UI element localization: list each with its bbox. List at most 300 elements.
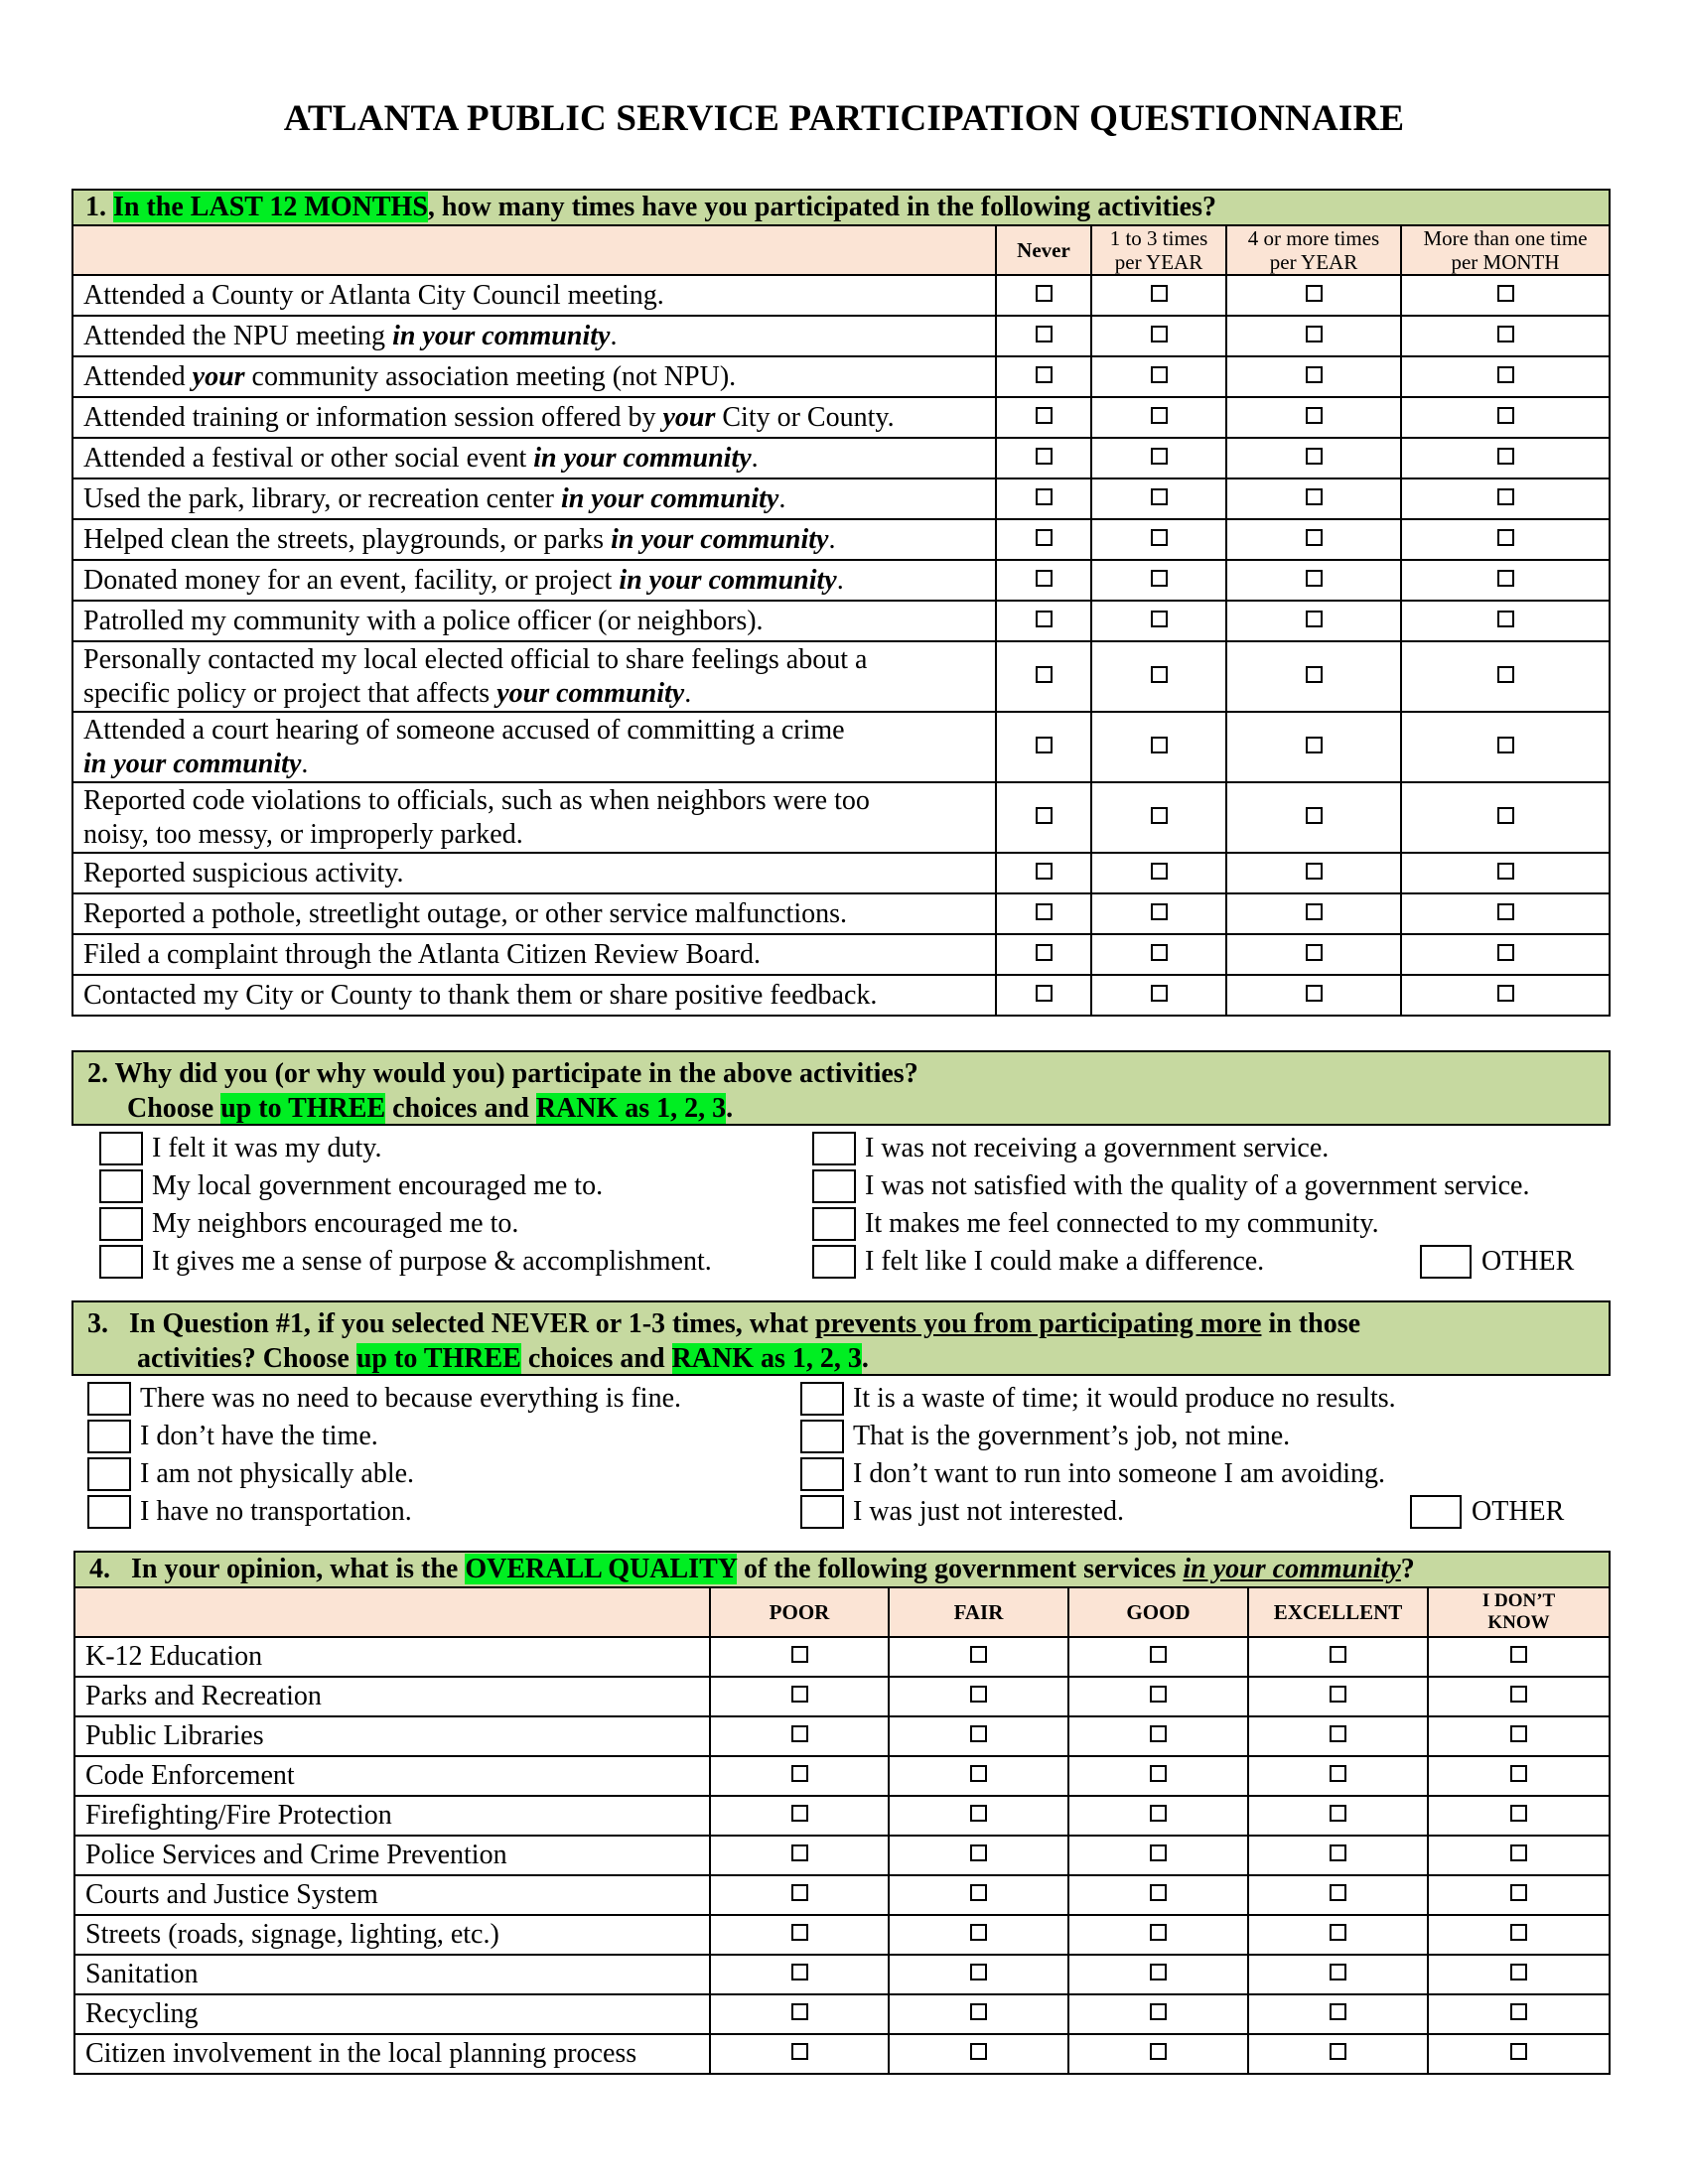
q4-checkbox-cell	[1428, 1836, 1610, 1875]
q2-choice-label: I felt like I could make a difference.	[865, 1246, 1265, 1277]
q1-checkbox-1-3-year[interactable]	[1151, 366, 1168, 383]
q4-checkbox-poor[interactable]	[791, 1725, 808, 1742]
q1-row-label: Reported suspicious activity.	[72, 853, 996, 893]
q1-checkbox-monthly[interactable]	[1497, 488, 1514, 505]
q1-checkbox-monthly[interactable]	[1497, 807, 1514, 824]
q1-checkbox-never[interactable]	[1036, 570, 1053, 587]
q4-row-label: Courts and Justice System	[74, 1875, 710, 1915]
q4-checkbox-good[interactable]	[1150, 1805, 1167, 1822]
q4-checkbox-cell	[1068, 1836, 1248, 1875]
q3-rank-box[interactable]	[800, 1457, 844, 1491]
q1-row	[72, 356, 1610, 397]
q1-checkbox-cell	[1226, 712, 1401, 782]
q2-other-rank-box[interactable]	[1420, 1245, 1472, 1279]
q1-row-label: Used the park, library, or recreation center in your community.	[72, 478, 996, 519]
q1-checkbox-4-plus-year[interactable]	[1306, 488, 1323, 505]
q1-row	[72, 397, 1610, 438]
q1-checkbox-monthly[interactable]	[1497, 944, 1514, 961]
q2-header	[71, 1050, 1611, 1126]
q1-checkbox-never[interactable]	[1036, 326, 1053, 342]
q1-checkbox-4-plus-year[interactable]	[1306, 863, 1323, 880]
q1-checkbox-cell	[996, 641, 1091, 712]
q4-row-label: Public Libraries	[74, 1716, 710, 1756]
q3-choice-label: I don’t want to run into someone I am avoiding.	[853, 1458, 1386, 1489]
q4-row-label: Citizen involvement in the local planning process	[74, 2034, 710, 2074]
q2-rank-box[interactable]	[812, 1245, 856, 1279]
q4-checkbox-cell	[1428, 2034, 1610, 2074]
q4-row-label: Police Services and Crime Prevention	[74, 1836, 710, 1875]
q1-checkbox-never[interactable]	[1036, 807, 1053, 824]
q4-checkbox-dont-know[interactable]	[1510, 1924, 1527, 1941]
q1-row	[72, 560, 1610, 601]
q1-checkbox-cell	[996, 560, 1091, 601]
q4-column-header-row	[74, 1587, 1610, 1637]
q4-row	[74, 1756, 1610, 1796]
q4-checkbox-cell	[1068, 1994, 1248, 2034]
q1-checkbox-cell	[1091, 560, 1226, 601]
q1-checkbox-never[interactable]	[1036, 903, 1053, 920]
q4-checkbox-dont-know[interactable]	[1510, 1805, 1527, 1822]
q1-header-blank	[72, 225, 996, 275]
q1-row-label: Helped clean the streets, playgrounds, or parks in your community.	[72, 519, 996, 560]
q1-checkbox-never[interactable]	[1036, 285, 1053, 302]
q4-checkbox-cell	[889, 1915, 1068, 1955]
q4-checkbox-excellent[interactable]	[1330, 1884, 1346, 1901]
q1-checkbox-never[interactable]	[1036, 529, 1053, 546]
q1-checkbox-cell	[1091, 975, 1226, 1016]
q1-row-label: Patrolled my community with a police officer (or neighbors).	[72, 601, 996, 641]
q4-row-label: Recycling	[74, 1994, 710, 2034]
q4-row	[74, 2034, 1610, 2074]
q1-checkbox-never[interactable]	[1036, 611, 1053, 627]
q4-checkbox-fair[interactable]	[970, 1805, 987, 1822]
q1-checkbox-cell	[996, 975, 1091, 1016]
q1-row-label: Attended a festival or other social event in your community.	[72, 438, 996, 478]
q1-checkbox-cell	[1401, 893, 1610, 934]
q1-checkbox-monthly[interactable]	[1497, 285, 1514, 302]
q2-rank-box[interactable]	[99, 1132, 143, 1165]
q4-checkbox-cell	[1248, 1955, 1428, 1994]
q4-checkbox-cell	[710, 1716, 889, 1756]
q1-checkbox-monthly[interactable]	[1497, 737, 1514, 753]
q4-checkbox-poor[interactable]	[791, 2043, 808, 2060]
q4-checkbox-cell	[1248, 2034, 1428, 2074]
q4-checkbox-poor[interactable]	[791, 1884, 808, 1901]
q4-checkbox-cell	[1248, 1875, 1428, 1915]
q2-choice-label: I was not satisfied with the quality of a government service.	[865, 1170, 1530, 1201]
q4-checkbox-good[interactable]	[1150, 1884, 1167, 1901]
q4-checkbox-cell	[889, 1955, 1068, 1994]
q3-choice-label: I am not physically able.	[140, 1458, 415, 1489]
q4-checkbox-good[interactable]	[1150, 1844, 1167, 1861]
q4-row	[74, 1836, 1610, 1875]
q1-checkbox-1-3-year[interactable]	[1151, 407, 1168, 424]
q4-checkbox-cell	[1068, 1875, 1248, 1915]
q1-row	[72, 275, 1610, 316]
q3-other-rank-box[interactable]	[1410, 1495, 1462, 1529]
q1-checkbox-never[interactable]	[1036, 944, 1053, 961]
q1-checkbox-1-3-year[interactable]	[1151, 985, 1168, 1002]
q1-row-label: Attended your community association meeting (not NPU).	[72, 356, 996, 397]
q4-checkbox-poor[interactable]	[791, 1844, 808, 1861]
q4-checkbox-poor[interactable]	[791, 1646, 808, 1663]
q1-row	[72, 893, 1610, 934]
q4-checkbox-fair[interactable]	[970, 1884, 987, 1901]
q1-checkbox-cell	[1091, 316, 1226, 356]
q4-checkbox-fair[interactable]	[970, 1646, 987, 1663]
q4-checkbox-cell	[1248, 1756, 1428, 1796]
q1-checkbox-cell	[1226, 934, 1401, 975]
q1-checkbox-cell	[996, 397, 1091, 438]
q4-checkbox-fair[interactable]	[970, 1765, 987, 1782]
q4-checkbox-cell	[1248, 1637, 1428, 1677]
q1-col-1-3-year: 1 to 3 times per YEAR	[1091, 225, 1226, 275]
q4-checkbox-cell	[710, 1796, 889, 1836]
q4-col-dont-know: I DON’T KNOW	[1428, 1587, 1610, 1637]
q1-checkbox-1-3-year[interactable]	[1151, 285, 1168, 302]
q1-checkbox-monthly[interactable]	[1497, 611, 1514, 627]
q1-checkbox-never[interactable]	[1036, 737, 1053, 753]
q2-choice-label: It makes me feel connected to my community.	[865, 1208, 1379, 1239]
q4-checkbox-cell	[1248, 1994, 1428, 2034]
q3-choice-label: I don’t have the time.	[140, 1421, 378, 1451]
q4-header: 4. In your opinion, what is the OVERALL QUALITY of the following government services in your community?	[74, 1552, 1610, 1587]
q4-checkbox-cell	[710, 1756, 889, 1796]
q4-checkbox-good[interactable]	[1150, 1646, 1167, 1663]
q2-choice-label: It gives me a sense of purpose & accomplishment.	[152, 1246, 712, 1277]
q1-column-header-row	[72, 225, 1610, 275]
q1-checkbox-1-3-year[interactable]	[1151, 903, 1168, 920]
q1-col-monthly: More than one time per MONTH	[1401, 225, 1610, 275]
q1-row	[72, 601, 1610, 641]
q4-checkbox-cell	[889, 1875, 1068, 1915]
q1-checkbox-never[interactable]	[1036, 448, 1053, 465]
q4-checkbox-fair[interactable]	[970, 1725, 987, 1742]
q2-choice-label: My neighbors encouraged me to.	[152, 1208, 519, 1239]
q4-checkbox-good[interactable]	[1150, 1686, 1167, 1703]
q2-rank-box[interactable]	[99, 1169, 143, 1203]
q1-checkbox-cell	[1226, 275, 1401, 316]
q3-rank-box[interactable]	[800, 1420, 844, 1453]
q4-checkbox-cell	[1068, 2034, 1248, 2074]
q1-checkbox-monthly[interactable]	[1497, 666, 1514, 683]
q1-checkbox-cell	[1401, 712, 1610, 782]
q1-checkbox-cell	[1091, 641, 1226, 712]
q1-checkbox-cell	[1091, 356, 1226, 397]
q4-row	[74, 1994, 1610, 2034]
q1-checkbox-cell	[1226, 438, 1401, 478]
q4-checkbox-cell	[1248, 1796, 1428, 1836]
q1-checkbox-never[interactable]	[1036, 488, 1053, 505]
q1-checkbox-monthly[interactable]	[1497, 326, 1514, 342]
q4-checkbox-cell	[889, 1637, 1068, 1677]
q1-checkbox-cell	[1226, 397, 1401, 438]
q4-checkbox-fair[interactable]	[970, 2043, 987, 2060]
q4-header-blank	[74, 1587, 710, 1637]
q4-checkbox-cell	[710, 2034, 889, 2074]
q3-question-line1: 3. In Question #1, if you selected NEVER or 1-3 times, what prevents you from participating more in those	[87, 1308, 1361, 1339]
q3-choice-label: That is the government’s job, not mine.	[853, 1421, 1291, 1451]
q2-rank-box[interactable]	[99, 1207, 143, 1241]
q1-row	[72, 316, 1610, 356]
q1-checkbox-1-3-year[interactable]	[1151, 807, 1168, 824]
q4-checkbox-cell	[1068, 1955, 1248, 1994]
q4-row-label: K-12 Education	[74, 1637, 710, 1677]
q4-checkbox-poor[interactable]	[791, 1964, 808, 1980]
q1-checkbox-cell	[1091, 519, 1226, 560]
q3-rank-box[interactable]	[800, 1495, 844, 1529]
q1-checkbox-cell	[996, 356, 1091, 397]
q4-checkbox-dont-know[interactable]	[1510, 1725, 1527, 1742]
q4-checkbox-good[interactable]	[1150, 1964, 1167, 1980]
q4-col-excellent: EXCELLENT	[1248, 1587, 1428, 1637]
q4-col-fair: FAIR	[889, 1587, 1068, 1637]
q1-checkbox-cell	[1091, 893, 1226, 934]
q1-row-label: Filed a complaint through the Atlanta Citizen Review Board.	[72, 934, 996, 975]
q1-row-label: Attended training or information session offered by your City or County.	[72, 397, 996, 438]
q1-checkbox-4-plus-year[interactable]	[1306, 407, 1323, 424]
q1-checkbox-4-plus-year[interactable]	[1306, 985, 1323, 1002]
q1-checkbox-1-3-year[interactable]	[1151, 737, 1168, 753]
page-title: ATLANTA PUBLIC SERVICE PARTICIPATION QUESTIONNAIRE	[283, 98, 1405, 139]
q1-checkbox-cell	[996, 316, 1091, 356]
q4-checkbox-dont-know[interactable]	[1510, 2003, 1527, 2020]
q4-checkbox-cell	[710, 1836, 889, 1875]
q1-checkbox-cell	[1401, 853, 1610, 893]
q4-row-label: Streets (roads, signage, lighting, etc.)	[74, 1915, 710, 1955]
q1-col-never: Never	[996, 225, 1091, 275]
q4-checkbox-cell	[710, 1955, 889, 1994]
q1-row	[72, 641, 1610, 712]
q1-checkbox-4-plus-year[interactable]	[1306, 326, 1323, 342]
q4-checkbox-cell	[1068, 1677, 1248, 1716]
q1-checkbox-never[interactable]	[1036, 666, 1053, 683]
q1-checkbox-1-3-year[interactable]	[1151, 570, 1168, 587]
q1-checkbox-monthly[interactable]	[1497, 863, 1514, 880]
q4-checkbox-fair[interactable]	[970, 1844, 987, 1861]
q1-checkbox-monthly[interactable]	[1497, 529, 1514, 546]
q2-choice-label: My local government encouraged me to.	[152, 1170, 604, 1201]
q1-row-label: Reported code violations to officials, such as when neighbors were too noisy, too messy, or improperly parked.	[72, 782, 996, 853]
q3-rank-box[interactable]	[87, 1382, 131, 1416]
q4-checkbox-dont-know[interactable]	[1510, 2043, 1527, 2060]
q2-question-line2: Choose up to THREE choices and RANK as 1, 2, 3.	[127, 1093, 734, 1124]
q1-checkbox-cell	[996, 519, 1091, 560]
q1-highlight: In the LAST 12 MONTHS	[113, 192, 428, 222]
q3-choice-label: I was just not interested.	[853, 1496, 1124, 1527]
q1-checkbox-4-plus-year[interactable]	[1306, 448, 1323, 465]
q1-checkbox-never[interactable]	[1036, 366, 1053, 383]
q1-checkbox-cell	[996, 853, 1091, 893]
q4-checkbox-excellent[interactable]	[1330, 2043, 1346, 2060]
q1-checkbox-cell	[1091, 853, 1226, 893]
q4-checkbox-fair[interactable]	[970, 1924, 987, 1941]
q2-choice-label: I was not receiving a government service.	[865, 1133, 1330, 1163]
q4-checkbox-cell	[1248, 1915, 1428, 1955]
q4-row	[74, 1875, 1610, 1915]
q4-checkbox-excellent[interactable]	[1330, 1964, 1346, 1980]
q1-checkbox-cell	[1401, 601, 1610, 641]
q2-rank-box[interactable]	[99, 1245, 143, 1279]
q3-other-label: OTHER	[1472, 1496, 1565, 1527]
q4-checkbox-fair[interactable]	[970, 1964, 987, 1980]
q1-checkbox-cell	[1401, 641, 1610, 712]
q4-checkbox-cell	[1428, 1955, 1610, 1994]
q3-rank-box[interactable]	[87, 1495, 131, 1529]
q3-rank-box[interactable]	[87, 1457, 131, 1491]
q1-checkbox-4-plus-year[interactable]	[1306, 611, 1323, 627]
q1-row	[72, 853, 1610, 893]
q1-checkbox-cell	[1401, 478, 1610, 519]
q1-checkbox-cell	[1226, 519, 1401, 560]
q4-checkbox-poor[interactable]	[791, 1805, 808, 1822]
q1-checkbox-monthly[interactable]	[1497, 570, 1514, 587]
q1-checkbox-4-plus-year[interactable]	[1306, 570, 1323, 587]
q4-checkbox-cell	[889, 2034, 1068, 2074]
q4-checkbox-cell	[1428, 1637, 1610, 1677]
q1-col-4-plus-year: 4 or more times per YEAR	[1226, 225, 1401, 275]
q4-checkbox-cell	[1068, 1637, 1248, 1677]
q4-checkbox-cell	[1248, 1677, 1428, 1716]
q1-row-label: Attended a County or Atlanta City Council meeting.	[72, 275, 996, 316]
q4-checkbox-poor[interactable]	[791, 1686, 808, 1703]
q4-row	[74, 1796, 1610, 1836]
q1-checkbox-monthly[interactable]	[1497, 903, 1514, 920]
q2-rank-box[interactable]	[812, 1169, 856, 1203]
q1-checkbox-cell	[1226, 560, 1401, 601]
q3-rank-box[interactable]	[800, 1382, 844, 1416]
q4-checkbox-excellent[interactable]	[1330, 1924, 1346, 1941]
q4-row-label: Sanitation	[74, 1955, 710, 1994]
q1-checkbox-cell	[1226, 975, 1401, 1016]
q1-table	[71, 189, 1611, 1017]
q1-checkbox-4-plus-year[interactable]	[1306, 737, 1323, 753]
q1-checkbox-cell	[1226, 601, 1401, 641]
q1-checkbox-monthly[interactable]	[1497, 366, 1514, 383]
q3-rank-box[interactable]	[87, 1420, 131, 1453]
q4-checkbox-excellent[interactable]	[1330, 2003, 1346, 2020]
q4-checkbox-good[interactable]	[1150, 2003, 1167, 2020]
q1-checkbox-4-plus-year[interactable]	[1306, 285, 1323, 302]
q1-checkbox-cell	[1226, 478, 1401, 519]
q4-checkbox-cell	[1428, 1875, 1610, 1915]
q1-checkbox-1-3-year[interactable]	[1151, 944, 1168, 961]
q4-checkbox-dont-know[interactable]	[1510, 1884, 1527, 1901]
q1-checkbox-4-plus-year[interactable]	[1306, 944, 1323, 961]
q1-checkbox-monthly[interactable]	[1497, 407, 1514, 424]
q1-row	[72, 712, 1610, 782]
q1-number: 1.	[85, 192, 106, 222]
q2-rank-box[interactable]	[812, 1132, 856, 1165]
q4-checkbox-excellent[interactable]	[1330, 1725, 1346, 1742]
q1-checkbox-1-3-year[interactable]	[1151, 863, 1168, 880]
q4-checkbox-cell	[1428, 1677, 1610, 1716]
q4-checkbox-cell	[710, 1875, 889, 1915]
q1-row-label: Personally contacted my local elected official to share feelings about a specific policy or project that affects your community.	[72, 641, 996, 712]
q1-checkbox-cell	[1091, 782, 1226, 853]
q1-checkbox-cell	[1091, 275, 1226, 316]
q1-checkbox-1-3-year[interactable]	[1151, 611, 1168, 627]
q2-question-line1: 2. Why did you (or why would you) participate in the above activities?	[87, 1058, 918, 1089]
q4-checkbox-cell	[1068, 1915, 1248, 1955]
q4-checkbox-fair[interactable]	[970, 1686, 987, 1703]
q1-checkbox-cell	[1401, 316, 1610, 356]
q1-question-text: , how many times have you participated in the following activities?	[427, 192, 1216, 222]
q1-checkbox-cell	[1401, 782, 1610, 853]
q4-checkbox-excellent[interactable]	[1330, 1805, 1346, 1822]
q4-checkbox-good[interactable]	[1150, 1725, 1167, 1742]
q2-rank-box[interactable]	[812, 1207, 856, 1241]
q1-checkbox-1-3-year[interactable]	[1151, 326, 1168, 342]
q1-checkbox-monthly[interactable]	[1497, 448, 1514, 465]
q4-checkbox-dont-know[interactable]	[1510, 1646, 1527, 1663]
q1-checkbox-4-plus-year[interactable]	[1306, 903, 1323, 920]
q4-row	[74, 1955, 1610, 1994]
q1-row-label: Attended a court hearing of someone accused of committing a crime in your community.	[72, 712, 996, 782]
q4-checkbox-excellent[interactable]	[1330, 1765, 1346, 1782]
q4-checkbox-excellent[interactable]	[1330, 1686, 1346, 1703]
q4-checkbox-dont-know[interactable]	[1510, 1686, 1527, 1703]
q3-question-line2: activities? Choose up to THREE choices and RANK as 1, 2, 3.	[137, 1343, 869, 1374]
q1-row-label: Donated money for an event, facility, or project in your community.	[72, 560, 996, 601]
q1-checkbox-cell	[1226, 893, 1401, 934]
q1-checkbox-monthly[interactable]	[1497, 985, 1514, 1002]
q1-row	[72, 975, 1610, 1016]
q4-checkbox-fair[interactable]	[970, 2003, 987, 2020]
q1-checkbox-never[interactable]	[1036, 407, 1053, 424]
q1-checkbox-4-plus-year[interactable]	[1306, 666, 1323, 683]
q1-checkbox-cell	[996, 438, 1091, 478]
q1-checkbox-4-plus-year[interactable]	[1306, 529, 1323, 546]
q4-checkbox-cell	[889, 1796, 1068, 1836]
q4-checkbox-cell	[710, 1677, 889, 1716]
q1-checkbox-4-plus-year[interactable]	[1306, 807, 1323, 824]
q1-checkbox-cell	[1401, 975, 1610, 1016]
q1-checkbox-cell	[1091, 438, 1226, 478]
q4-checkbox-poor[interactable]	[791, 2003, 808, 2020]
q4-checkbox-dont-know[interactable]	[1510, 1844, 1527, 1861]
q4-checkbox-cell	[710, 1994, 889, 2034]
q4-checkbox-cell	[1428, 1796, 1610, 1836]
q4-checkbox-cell	[1068, 1796, 1248, 1836]
q4-checkbox-dont-know[interactable]	[1510, 1964, 1527, 1980]
q1-checkbox-cell	[1401, 275, 1610, 316]
q4-checkbox-cell	[1248, 1836, 1428, 1875]
q1-checkbox-cell	[1401, 397, 1610, 438]
q1-checkbox-cell	[996, 275, 1091, 316]
q1-checkbox-cell	[996, 712, 1091, 782]
q1-checkbox-1-3-year[interactable]	[1151, 488, 1168, 505]
q1-checkbox-never[interactable]	[1036, 863, 1053, 880]
q4-checkbox-cell	[1248, 1716, 1428, 1756]
q1-checkbox-4-plus-year[interactable]	[1306, 366, 1323, 383]
q1-checkbox-cell	[1401, 519, 1610, 560]
q4-checkbox-excellent[interactable]	[1330, 1844, 1346, 1861]
q1-checkbox-never[interactable]	[1036, 985, 1053, 1002]
q1-checkbox-1-3-year[interactable]	[1151, 666, 1168, 683]
q1-checkbox-1-3-year[interactable]	[1151, 448, 1168, 465]
q4-checkbox-good[interactable]	[1150, 2043, 1167, 2060]
q4-checkbox-good[interactable]	[1150, 1765, 1167, 1782]
q4-checkbox-excellent[interactable]	[1330, 1646, 1346, 1663]
q4-checkbox-good[interactable]	[1150, 1924, 1167, 1941]
q4-checkbox-poor[interactable]	[791, 1924, 808, 1941]
q1-checkbox-cell	[1091, 397, 1226, 438]
q1-checkbox-1-3-year[interactable]	[1151, 529, 1168, 546]
q4-checkbox-poor[interactable]	[791, 1765, 808, 1782]
q4-checkbox-dont-know[interactable]	[1510, 1765, 1527, 1782]
q4-checkbox-cell	[889, 1756, 1068, 1796]
